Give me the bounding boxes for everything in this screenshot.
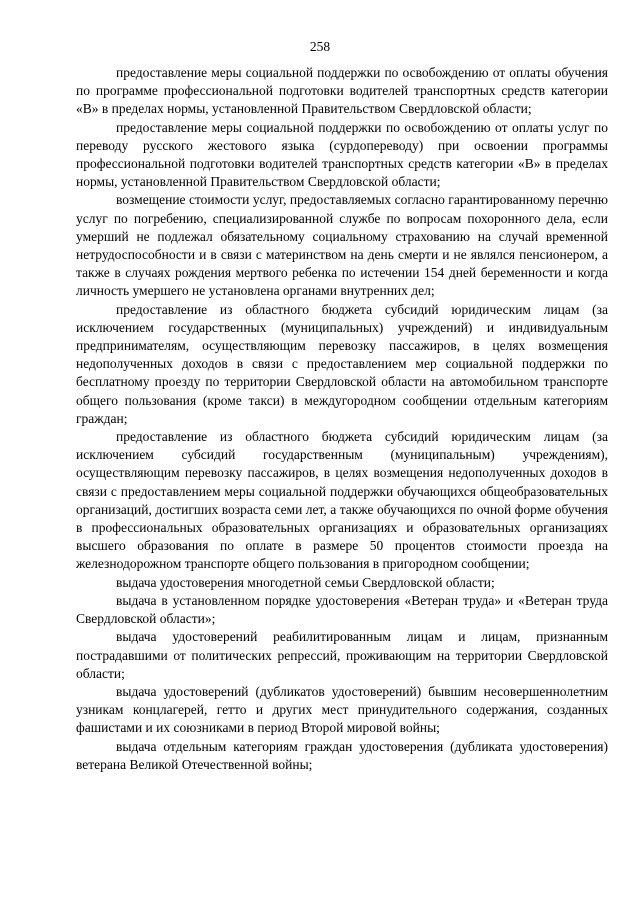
- document-body: [76, 64, 608, 774]
- paragraph-labor-veteran-certificate: выдача в установленном порядке удостоверения «Ветеран труда» и «Ветеран труда Свердловской области»;: [76, 592, 608, 627]
- paragraph-intercity-transport-subsidy: предоставление из областного бюджета субсидий юридическим лицам (за исключением государственных (муниципальных) учреждений) и индивидуальным предпринимателям, осуществляющим перевозку пассажиров, в целях возмещения недополученных доходов в связи с предоставлением мер социальной поддержки по бесплатному проезду по территории Свердловской области на автомобильном транспорте общего пользования (кроме такси) в междугородном сообщении отдельным категориям граждан;: [76, 301, 608, 426]
- paragraph-rehabilitated-certificate: выдача удостоверений реабилитированным лицам и лицам, признанным пострадавшими от политических репрессий, проживающим на территории Свердловской области;: [76, 629, 608, 681]
- paragraph-suburban-rail-subsidy: предоставление из областного бюджета субсидий юридическим лицам (за исключением субсидий государственным (муниципальным) учреждениям), осуществляющим перевозку пассажиров, в целях возмещения недополученных доходов в связи с предоставлением меры социальной поддержки обучающихся общеобразовательных организаций, достигших возраста семи лет, а также обучающихся по очной форме обучения в профессиональных образовательных организациях и образовательных организациях высшего образования по оплате в размере 50 процентов стоимости проезда на железнодорожном транспорте общего пользования в пригородном сообщении;: [76, 429, 608, 572]
- paragraph-driver-training-fee: предоставление меры социальной поддержки по освобождению от оплаты обучения по программе профессиональной подготовки водителей транспортных средств категории «B» в пределах нормы, установленной Правительством Свердловской области;: [76, 65, 608, 117]
- paragraph-war-veteran-certificate: выдача отдельным категориям граждан удостоверения (дубликата удостоверения) ветерана Великой Отечественной войны;: [76, 738, 608, 772]
- paragraph-funeral-services: возмещение стоимости услуг, предоставляемых согласно гарантированному перечню услуг по погребению, специализированной службе по вопросам похоронного дела, если умерший не подлежал обязательному социальному страхованию на случай временной нетрудоспособности и в связи с материнством на день смерти и не являлся пенсионером, а также в случаях рождения мертвого ребенка по истечении 154 дней беременности и когда личность умершего не установлена органами внутренних дел;: [76, 192, 608, 299]
- paragraph-large-family-certificate: выдача удостоверения многодетной семьи Свердловской области;: [116, 574, 495, 590]
- paragraph-sign-language-fee: предоставление меры социальной поддержки по освобождению от оплаты услуг по переводу русского жестового языка (сурдопереводу) при освоении программы профессиональной подготовки водителей транспортных средств категории «B» в пределах нормы, установленной Правительством Свердловской области;: [76, 119, 608, 190]
- paragraph-camp-prisoners-certificate: выдача удостоверений (дубликатов удостоверений) бывшим несовершеннолетним узникам концлагерей, гетто и других мест принудительного содержания, созданных фашистами и их союзниками в период Второй мировой войны;: [76, 683, 608, 736]
- page-number: 258: [309, 39, 331, 54]
